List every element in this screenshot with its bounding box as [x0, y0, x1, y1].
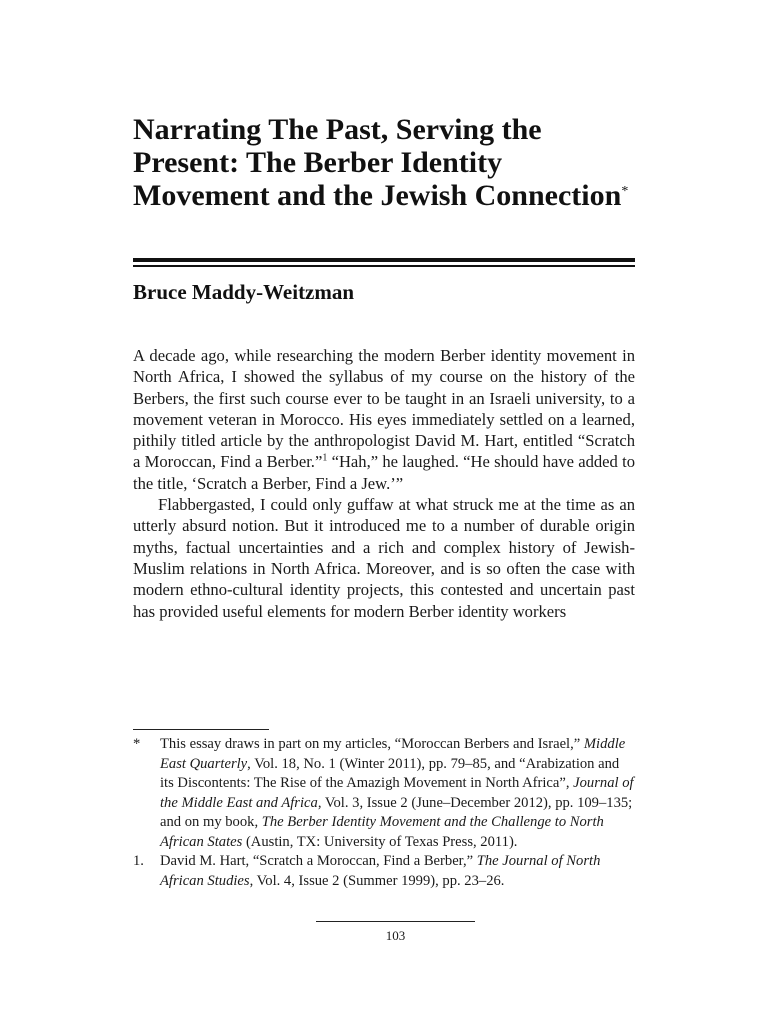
page-number: 103	[385, 928, 406, 943]
footnote-separator	[133, 729, 269, 730]
footnote-star-text-2: , Vol. 18, No. 1 (Winter 2011), pp. 79–85, and “Arabization and its Discontents: The Rise of the Amazigh Movement in North Africa”,	[160, 755, 620, 791]
title-footnote-marker: *	[621, 184, 629, 199]
footnote-1-mark: 1.	[133, 853, 144, 869]
footnote-star-text-1: This essay draws in part on my articles, “Moroccan Berbers and Israel,”	[160, 736, 584, 752]
document-page	[133, 0, 635, 1024]
footnote-star	[133, 735, 635, 852]
footnote-1-text-1: David M. Hart, “Scratch a Moroccan, Find a Berber,”	[160, 853, 477, 869]
footnote-star-italic-1: Middle East Quarterly	[160, 736, 626, 772]
footnote-star-text-3: , Vol. 3, Issue 2 (June–December 2012), pp. 109–135; and on my book,	[160, 794, 633, 830]
footnote-star-mark: *	[133, 736, 141, 752]
article-title-text: Narrating The Past, Serving the Present: The Berber Identity Movement and the Jewish Connection	[133, 113, 622, 212]
body-paragraph-1-text-a: A decade ago, while researching the modern Berber identity movement in North Africa, I showed the syllabus of my course on the history of the Berbers, the first such course ever to be taught in an Israeli university, to a movement veteran in Morocco. His eyes immediately settled on a learned, pithily titled article by the anthropologist David M. Hart, entitled “Scratch a Moroccan, Find a Berber.”	[133, 346, 635, 472]
body-paragraph-1-text-b: “Hah,” he laughed. “He should have added to the title, ‘Scratch a Berber, Find a Jew.’”	[133, 452, 636, 493]
title-rule-thin	[133, 265, 635, 267]
footnote-ref-1: 1	[322, 452, 328, 464]
title-rule-thick	[133, 258, 635, 262]
author-name: Bruce Maddy-Weitzman	[133, 280, 355, 304]
footnote-star-italic-3: The Berber Identity Movement and the Challenge to North African States	[160, 814, 604, 850]
body-paragraph-2: Flabbergasted, I could only guffaw at what struck me at the time as an utterly absurd notion. But it introduced me to a number of durable origin myths, factual uncertainties and a rich and complex history of Jewish-Muslim relations in North Africa. Moreover, and is so often the case with modern ethno-cultural identity projects, this contested and uncertain past has provided useful elements for modern Berber identity workers	[133, 495, 635, 621]
footnotes	[133, 735, 635, 891]
body-paragraph-1	[133, 345, 635, 494]
footnote-star-italic-2: Journal of the Middle East and Africa	[160, 775, 634, 811]
article-title	[133, 113, 635, 212]
article-body	[133, 345, 635, 622]
footnote-1	[133, 852, 635, 891]
footnote-star-text	[160, 735, 635, 852]
page-number-rule	[316, 921, 475, 922]
footnote-star-text-4: (Austin, TX: University of Texas Press, 2011).	[242, 833, 518, 850]
footnote-1-text	[160, 852, 635, 891]
footnote-1-italic-1: The Journal of North African Studies	[160, 853, 601, 889]
footnote-1-text-2: , Vol. 4, Issue 2 (Summer 1999), pp. 23–26.	[249, 872, 505, 889]
